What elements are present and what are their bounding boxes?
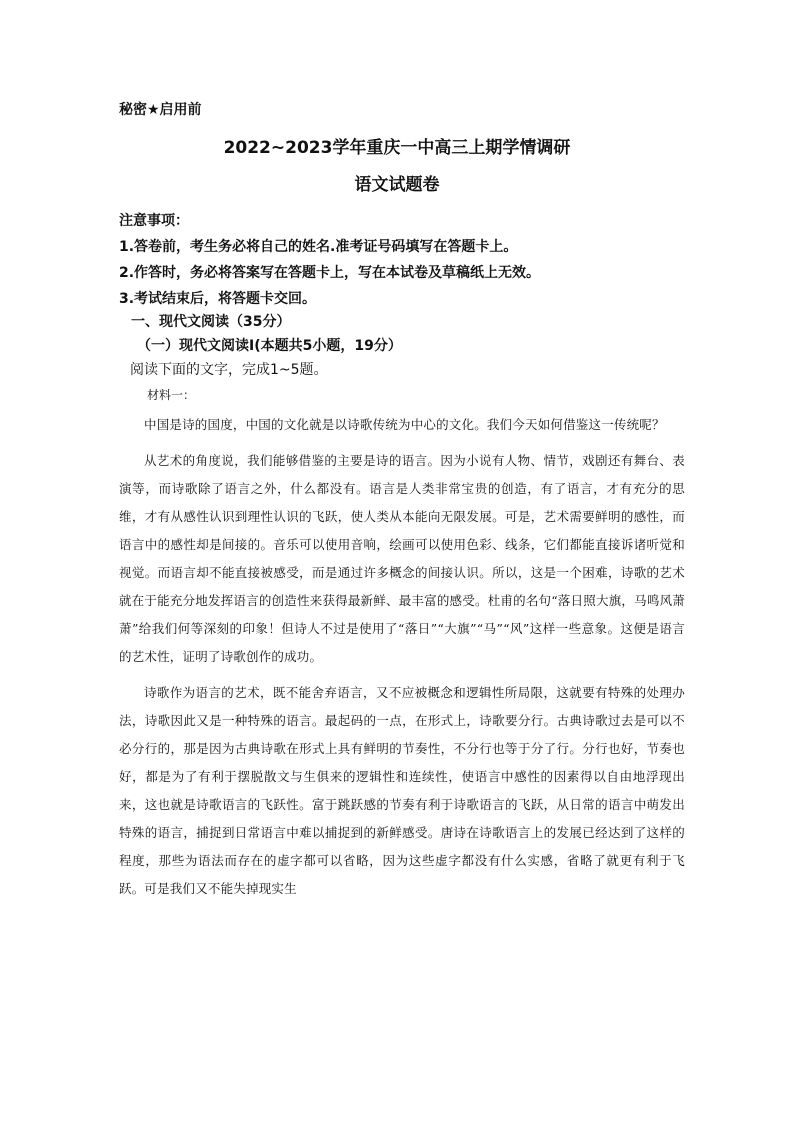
notice-block <box>119 208 540 312</box>
passage-paragraph: 诗歌作为语言的艺术，既不能舍弃语言，又不应被概念和逻辑性所局限，这就要有特殊的处理办法，诗歌因此又是一种特殊的语言。最起码的一点，在形式上，诗歌要分行。古典诗歌过去是可以不必分行的，那是因为古典诗歌在形式上具有鲜明的节奏性，不分行也等于分了行。分行也好，节奏也好，都是为了有利于摆脱散文与生俱来的逻辑性和连续性，使语言中感性的因素得以自由地浮现出来，这也就是诗歌语言的飞跃性。富于跳跃感的节奏有利于诗歌语言的飞跃，从日常的语言中萌发出特殊的语言，捕捉到日常语言中难以捕捉到的新鲜感受。唐诗在诗歌语言上的发展已经达到了这样的程度，那些为语法而存在的虚字都可以省略，因为这些虚字都没有什么实感，省略了就更有利于飞跃。可是我们又不能失掉现实生 <box>119 685 685 896</box>
notice-item: 2.作答时，务必将答案写在答题卡上，写在本试卷及草稿纸上无效。 <box>119 265 541 281</box>
exam-title: 2022~2023学年重庆一中高三上期学情调研 <box>223 138 571 158</box>
exam-subtitle: 语文试题卷 <box>354 175 440 195</box>
reading-passage <box>119 411 685 903</box>
notice-item: 1.答卷前，考生务必将自己的姓名.准考证号码填写在答题卡上。 <box>119 239 518 255</box>
notice-heading: 注意事项： <box>119 213 189 229</box>
material-label: 材料一： <box>147 388 196 402</box>
reading-instruction: 阅读下面的文字，完成1~5题。 <box>130 362 328 378</box>
subsection-heading: （一）现代文阅读Ⅰ(本题共5小题，19分） <box>137 338 402 354</box>
passage-paragraph: 从艺术的角度说，我们能够借鉴的主要是诗的语言。因为小说有人物、情节，戏剧还有舞台、表演等，而诗歌除了语言之外，什么都没有。语言是人类非常宝贵的创造，有了语言，才有充分的思维，才有从感性认识到理性认识的飞跃，使人类从本能向无限发展。可是，艺术需要鲜明的感性，而语言中的感性却是间接的。音乐可以使用音响，绘画可以使用色彩、线条，它们都能直接诉诸听觉和视觉。而语言却不能直接被感受，而是通过许多概念的间接认识。所以，这是一个困难，诗歌的艺术就在于能充分地发挥语言的创造性来获得最新鲜、最丰富的感受。杜甫的名句“落日照大旗，马鸣风萧萧”给我们何等深刻的印象！但诗人不过是使用了“落日”“大旗”“马”“风”这样一些意象。这便是语言的艺术性，证明了诗歌创作的成功。 <box>119 453 685 664</box>
passage-paragraph: 中国是诗的国度，中国的文化就是以诗歌传统为中心的文化。我们今天如何借鉴这一传统呢？ <box>144 417 665 432</box>
notice-item: 3.考试结束后，将答题卡交回。 <box>119 291 317 307</box>
section-heading: 一、现代文阅读（35分） <box>131 314 291 330</box>
confidential-mark: 秘密★启用前 <box>119 102 202 118</box>
